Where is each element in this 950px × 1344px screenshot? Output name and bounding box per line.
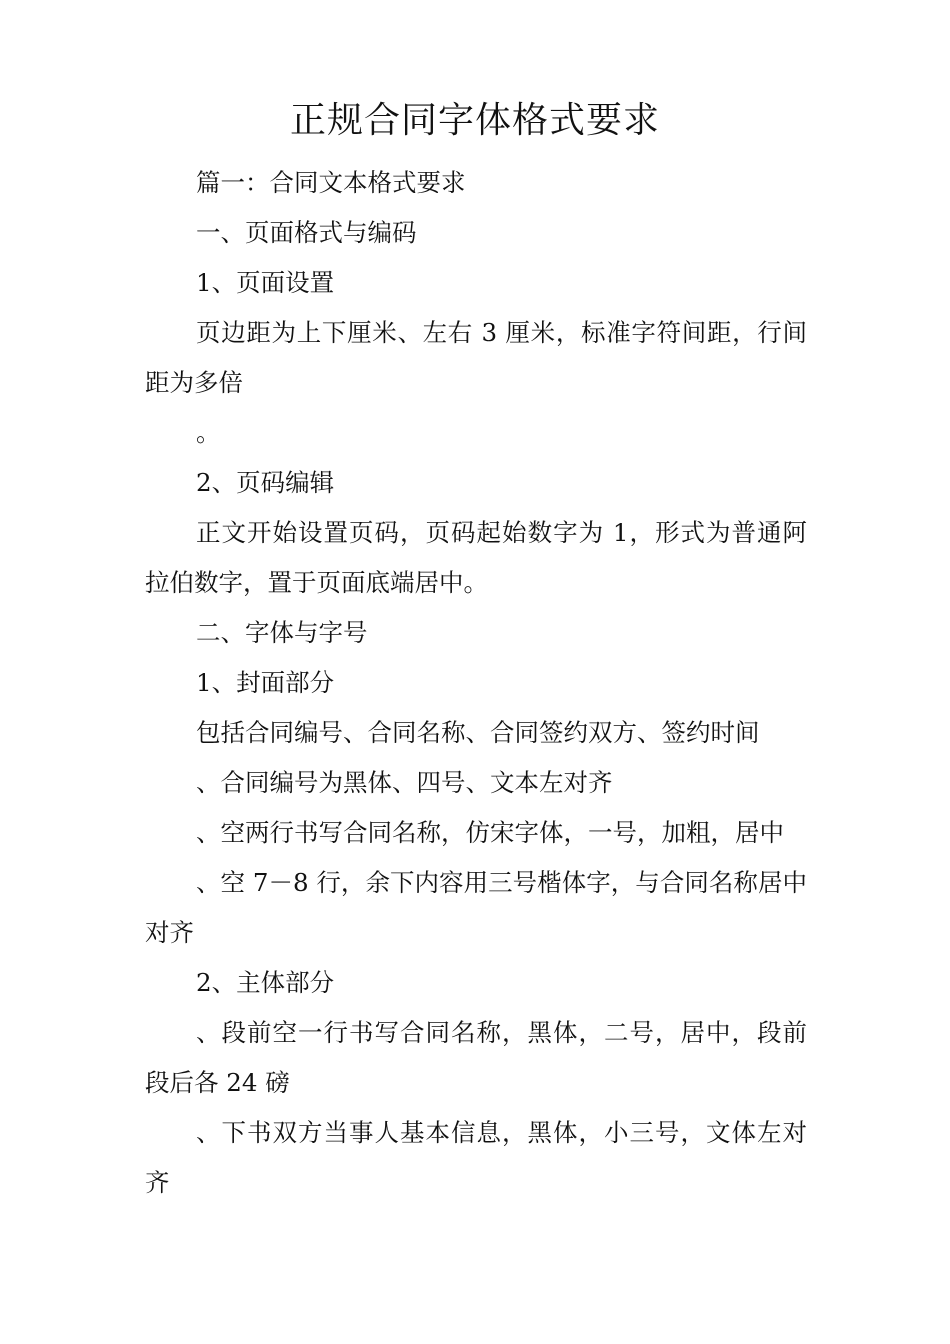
body-paragraph: 正文开始设置页码，页码起始数字为 1，形式为普通阿拉伯数字，置于页面底端居中。 xyxy=(145,518,807,597)
subsection-heading: 2、页码编辑 xyxy=(196,468,335,497)
body-paragraph: 、空两行书写合同名称，仿宋字体，一号，加粗，居中 xyxy=(196,818,784,847)
section-heading: 二、字体与字号 xyxy=(196,618,368,647)
subsection-heading: 1、封面部分 xyxy=(196,668,335,697)
body-paragraph: 。 xyxy=(196,418,221,447)
section-heading: 一、页面格式与编码 xyxy=(196,218,417,247)
subsection-heading: 2、主体部分 xyxy=(196,968,335,997)
body-paragraph: 、下书双方当事人基本信息，黑体，小三号，文体左对齐 xyxy=(145,1118,807,1197)
document-title: 正规合同字体格式要求 xyxy=(289,100,660,141)
body-paragraph: 、段前空一行书写合同名称，黑体，二号，居中，段前段后各 24 磅 xyxy=(145,1018,807,1097)
body-paragraph: 包括合同编号、合同名称、合同签约双方、签约时间 xyxy=(196,718,760,747)
section-heading: 篇一：合同文本格式要求 xyxy=(196,168,466,197)
document-body xyxy=(145,158,807,1208)
subsection-heading: 1、页面设置 xyxy=(196,268,335,297)
body-paragraph: 、空 7－8 行，余下内容用三号楷体字，与合同名称居中对齐 xyxy=(145,868,807,947)
body-paragraph: 页边距为上下厘米、左右 3 厘米，标准字符间距，行间距为多倍 xyxy=(145,318,807,397)
body-paragraph: 、合同编号为黑体、四号、文本左对齐 xyxy=(196,768,613,797)
